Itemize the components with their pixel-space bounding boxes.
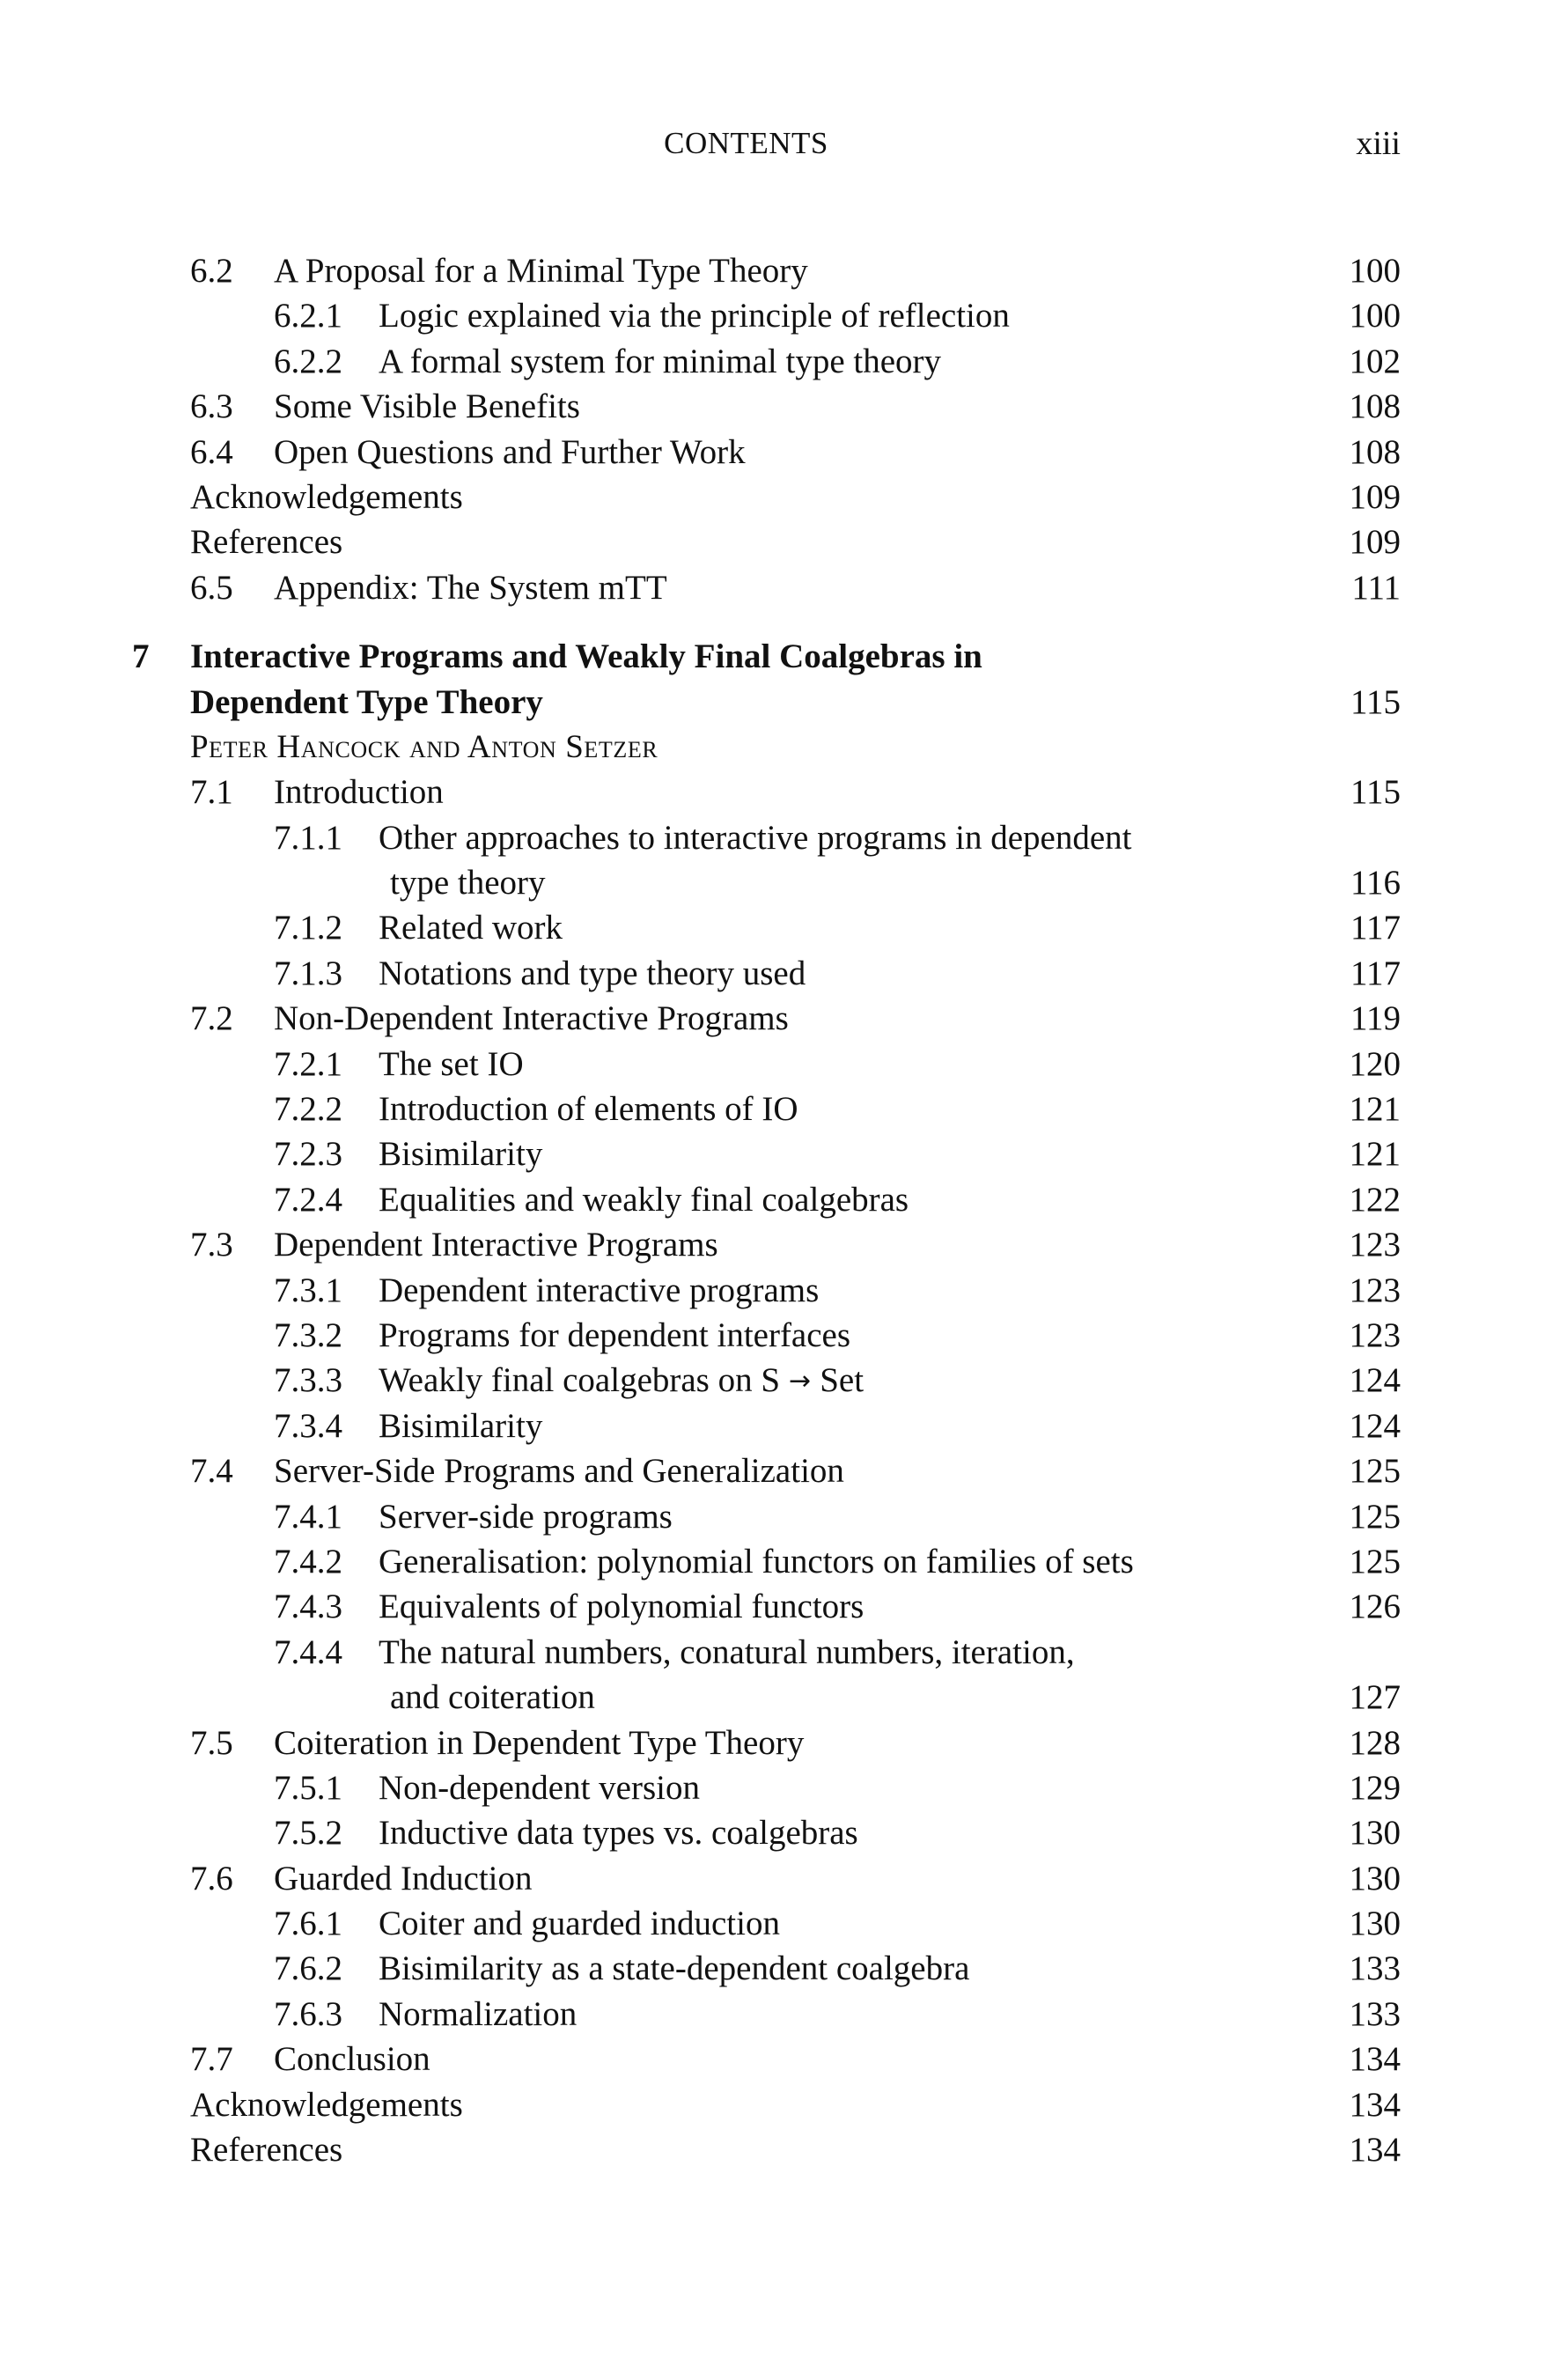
toc-entry-7-2-1[interactable] [0, 1042, 1545, 1087]
toc-entry-7-6-1[interactable] [0, 1901, 1545, 1946]
toc-entry-7-4-4-line-1[interactable] [0, 1630, 1545, 1675]
page-ref: 127 [1349, 1678, 1401, 1717]
section-title: Guarded Induction [274, 1859, 533, 1897]
toc-entry-7-3-4[interactable] [0, 1404, 1545, 1448]
title-part: Weakly final coalgebras on S [379, 1361, 781, 1400]
section-number: 7.2.4 [274, 1180, 342, 1219]
section-title: Introduction [274, 773, 444, 812]
page-ref: 134 [1349, 2085, 1401, 2124]
toc-entry-7-7[interactable] [0, 2037, 1545, 2082]
toc-entry-7-1[interactable] [0, 770, 1545, 814]
page-ref: 133 [1349, 1994, 1401, 2033]
section-number: 6.5 [190, 568, 233, 607]
toc-entry-6-2-2[interactable] [0, 339, 1545, 384]
section-number: 7.6.3 [274, 1994, 342, 2033]
section-number: 7.6.1 [274, 1905, 342, 1943]
section-title: Open Questions and Further Work [274, 432, 746, 471]
toc-entry-6-4[interactable] [0, 430, 1545, 475]
toc-entry-7-4-4-line-2[interactable] [0, 1675, 1545, 1720]
section-title: Server-side programs [379, 1497, 673, 1536]
toc-entry-6-2-1[interactable] [0, 293, 1545, 338]
section-number: 7.7 [190, 2040, 233, 2079]
section-number: 7.4 [190, 1452, 233, 1491]
section-number: 6.2.1 [274, 297, 342, 335]
section-title: Dependent interactive programs [379, 1271, 820, 1309]
table-of-contents [0, 248, 1545, 2172]
section-title-continued: type theory [390, 864, 546, 903]
section-number: 7.5.2 [274, 1814, 342, 1853]
page-ref: 123 [1349, 1315, 1401, 1354]
toc-entry-6-3[interactable] [0, 384, 1545, 429]
page-ref: 115 [1350, 682, 1401, 721]
section-number: 7.3.3 [274, 1361, 342, 1400]
toc-entry-7-6-3[interactable] [0, 1992, 1545, 2037]
page-ref: 117 [1350, 954, 1401, 992]
page-ref: 109 [1349, 523, 1401, 562]
section-number: 7.4.1 [274, 1497, 342, 1536]
section-title: Coiteration in Dependent Type Theory [274, 1723, 805, 1762]
page-ref: 108 [1349, 432, 1401, 471]
page-ref: 102 [1349, 342, 1401, 380]
section-title: Non-Dependent Interactive Programs [274, 999, 789, 1038]
section-number: 7.4.3 [274, 1588, 342, 1626]
page-ref: 122 [1349, 1180, 1401, 1219]
page-ref: 123 [1349, 1271, 1401, 1309]
page-ref: 125 [1349, 1542, 1401, 1581]
section-title: Generalisation: polynomial functors on families of sets [379, 1542, 1134, 1581]
toc-entry-7-5-2[interactable] [0, 1810, 1545, 1855]
section-number: 6.2.2 [274, 342, 342, 380]
toc-entry-references-7[interactable] [0, 2127, 1545, 2172]
right-arrow-icon: → [789, 1366, 812, 1397]
section-title-continued: and coiteration [390, 1678, 595, 1717]
page-ref: 117 [1350, 909, 1401, 947]
section-number: 7.2.2 [274, 1090, 342, 1129]
section-title: Introduction of elements of IO [379, 1090, 798, 1129]
toc-chapter-7-line-2[interactable] [0, 680, 1545, 725]
section-title: A formal system for minimal type theory [379, 342, 942, 380]
toc-entry-acknowledgements-6[interactable] [0, 475, 1545, 519]
toc-entry-7-6[interactable] [0, 1856, 1545, 1901]
page-ref: 126 [1349, 1588, 1401, 1626]
page-ref: 123 [1349, 1226, 1401, 1264]
section-number: 7.1.3 [274, 954, 342, 992]
section-title: Acknowledgements [190, 2085, 463, 2124]
section-number: 7.6 [190, 1859, 233, 1897]
section-title: Normalization [379, 1994, 578, 2033]
toc-entry-7-1-3[interactable] [0, 951, 1545, 996]
section-number: 7.3 [190, 1226, 233, 1264]
section-title: Conclusion [274, 2040, 430, 2079]
section-number: 7.3.2 [274, 1315, 342, 1354]
section-number: 7.4.4 [274, 1632, 342, 1671]
section-title: Some Visible Benefits [274, 387, 580, 426]
page-ref: 116 [1350, 864, 1401, 903]
section-title: The set IO [379, 1044, 524, 1083]
section-number: 6.2 [190, 252, 233, 290]
page-ref: 119 [1350, 999, 1401, 1038]
toc-chapter-7-line-1[interactable] [0, 634, 1545, 679]
chapter-title-continued: Dependent Type Theory [190, 682, 543, 721]
section-number: 7.5 [190, 1723, 233, 1762]
section-title: The natural numbers, conatural numbers, iteration, [379, 1632, 1075, 1671]
section-title: Equivalents of polynomial functors [379, 1588, 864, 1626]
chapter-number: 7 [132, 637, 150, 676]
section-title: Bisimilarity [379, 1135, 543, 1174]
page-ref: 134 [1349, 2040, 1401, 2079]
chapter-title: Interactive Programs and Weakly Final Coalgebras in [190, 637, 982, 676]
page-ref: 130 [1349, 1814, 1401, 1853]
page-ref: 130 [1349, 1905, 1401, 1943]
section-title: Non-dependent version [379, 1768, 700, 1807]
section-title [379, 1358, 864, 1405]
section-title: Appendix: The System mTT [274, 568, 667, 607]
page-ref: 124 [1349, 1361, 1401, 1400]
toc-entry-7-2-4[interactable] [0, 1177, 1545, 1222]
section-title: Inductive data types vs. coalgebras [379, 1814, 858, 1853]
toc-entry-7-4[interactable] [0, 1448, 1545, 1493]
page-ref: 120 [1349, 1044, 1401, 1083]
author-names: Peter Hancock and Anton Setzer [190, 728, 658, 765]
page-ref: 129 [1349, 1768, 1401, 1807]
section-number: 6.4 [190, 432, 233, 471]
page-ref: 130 [1349, 1859, 1401, 1897]
section-number: 7.2.3 [274, 1135, 342, 1174]
page-ref: 125 [1349, 1452, 1401, 1491]
section-title: Related work [379, 909, 563, 947]
section-number: 7.1 [190, 773, 233, 812]
chapter-authors [0, 725, 1545, 770]
toc-entry-7-2-2[interactable] [0, 1087, 1545, 1131]
toc-entry-7-3-3[interactable] [0, 1358, 1545, 1403]
page-ref: 109 [1349, 477, 1401, 516]
section-title: Other approaches to interactive programs in dependent [379, 818, 1132, 857]
section-number: 7.2 [190, 999, 233, 1038]
section-number: 7.3.4 [274, 1406, 342, 1445]
toc-entry-7-3-1[interactable] [0, 1268, 1545, 1313]
toc-entry-7-1-1-line-1[interactable] [0, 815, 1545, 860]
section-number: 7.3.1 [274, 1271, 342, 1309]
toc-entry-7-3[interactable] [0, 1222, 1545, 1267]
section-number: 7.5.1 [274, 1768, 342, 1807]
page-ref: 108 [1349, 387, 1401, 426]
section-title: Bisimilarity as a state-dependent coalgebra [379, 1949, 970, 1988]
toc-entry-references-6[interactable] [0, 519, 1545, 564]
section-title: References [190, 2131, 343, 2170]
page-ref: 133 [1349, 1949, 1401, 1988]
toc-entry-7-3-2[interactable] [0, 1313, 1545, 1358]
section-title: Notations and type theory used [379, 954, 806, 992]
page-ref: 128 [1349, 1723, 1401, 1762]
section-title: Coiter and guarded induction [379, 1905, 780, 1943]
toc-entry-7-4-1[interactable] [0, 1494, 1545, 1539]
toc-entry-7-4-2[interactable] [0, 1539, 1545, 1584]
section-title: Dependent Interactive Programs [274, 1226, 718, 1264]
toc-entry-7-4-3[interactable] [0, 1584, 1545, 1629]
section-title: Logic explained via the principle of reflection [379, 297, 1010, 335]
page-ref: 100 [1349, 297, 1401, 335]
running-title: CONTENTS [664, 126, 828, 160]
toc-entry-7-2-3[interactable] [0, 1131, 1545, 1176]
page-ref: 125 [1349, 1497, 1401, 1536]
toc-entry-7-5-1[interactable] [0, 1765, 1545, 1810]
toc-entry-7-1-1-line-2[interactable] [0, 860, 1545, 905]
section-title: Bisimilarity [379, 1406, 543, 1445]
toc-entry-6-5[interactable] [0, 565, 1545, 610]
section-title: A Proposal for a Minimal Type Theory [274, 252, 808, 290]
section-number: 7.1.1 [274, 818, 342, 857]
page-ref: 100 [1349, 252, 1401, 290]
page-ref: 134 [1349, 2131, 1401, 2170]
toc-entry-7-1-2[interactable] [0, 905, 1545, 950]
toc-entry-7-2[interactable] [0, 996, 1545, 1041]
section-title: Server-Side Programs and Generalization [274, 1452, 844, 1491]
page-ref: 111 [1351, 568, 1401, 607]
section-title: References [190, 523, 343, 562]
page-ref: 121 [1349, 1090, 1401, 1129]
toc-entry-7-5[interactable] [0, 1721, 1545, 1765]
section-number: 6.3 [190, 387, 233, 426]
section-number: 7.4.2 [274, 1542, 342, 1581]
toc-entry-acknowledgements-7[interactable] [0, 2082, 1545, 2127]
toc-entry-6-2[interactable] [0, 248, 1545, 293]
section-title: Acknowledgements [190, 477, 463, 516]
page-number: xiii [1356, 125, 1401, 162]
section-number: 7.1.2 [274, 909, 342, 947]
page-ref: 124 [1349, 1406, 1401, 1445]
running-head [0, 122, 1545, 166]
title-part: Set [820, 1361, 864, 1400]
section-title: Programs for dependent interfaces [379, 1315, 851, 1354]
toc-entry-7-6-2[interactable] [0, 1946, 1545, 1991]
section-number: 7.2.1 [274, 1044, 342, 1083]
section-number: 7.6.2 [274, 1949, 342, 1988]
page-ref: 121 [1349, 1135, 1401, 1174]
page-ref: 115 [1350, 773, 1401, 812]
section-title: Equalities and weakly final coalgebras [379, 1180, 909, 1219]
